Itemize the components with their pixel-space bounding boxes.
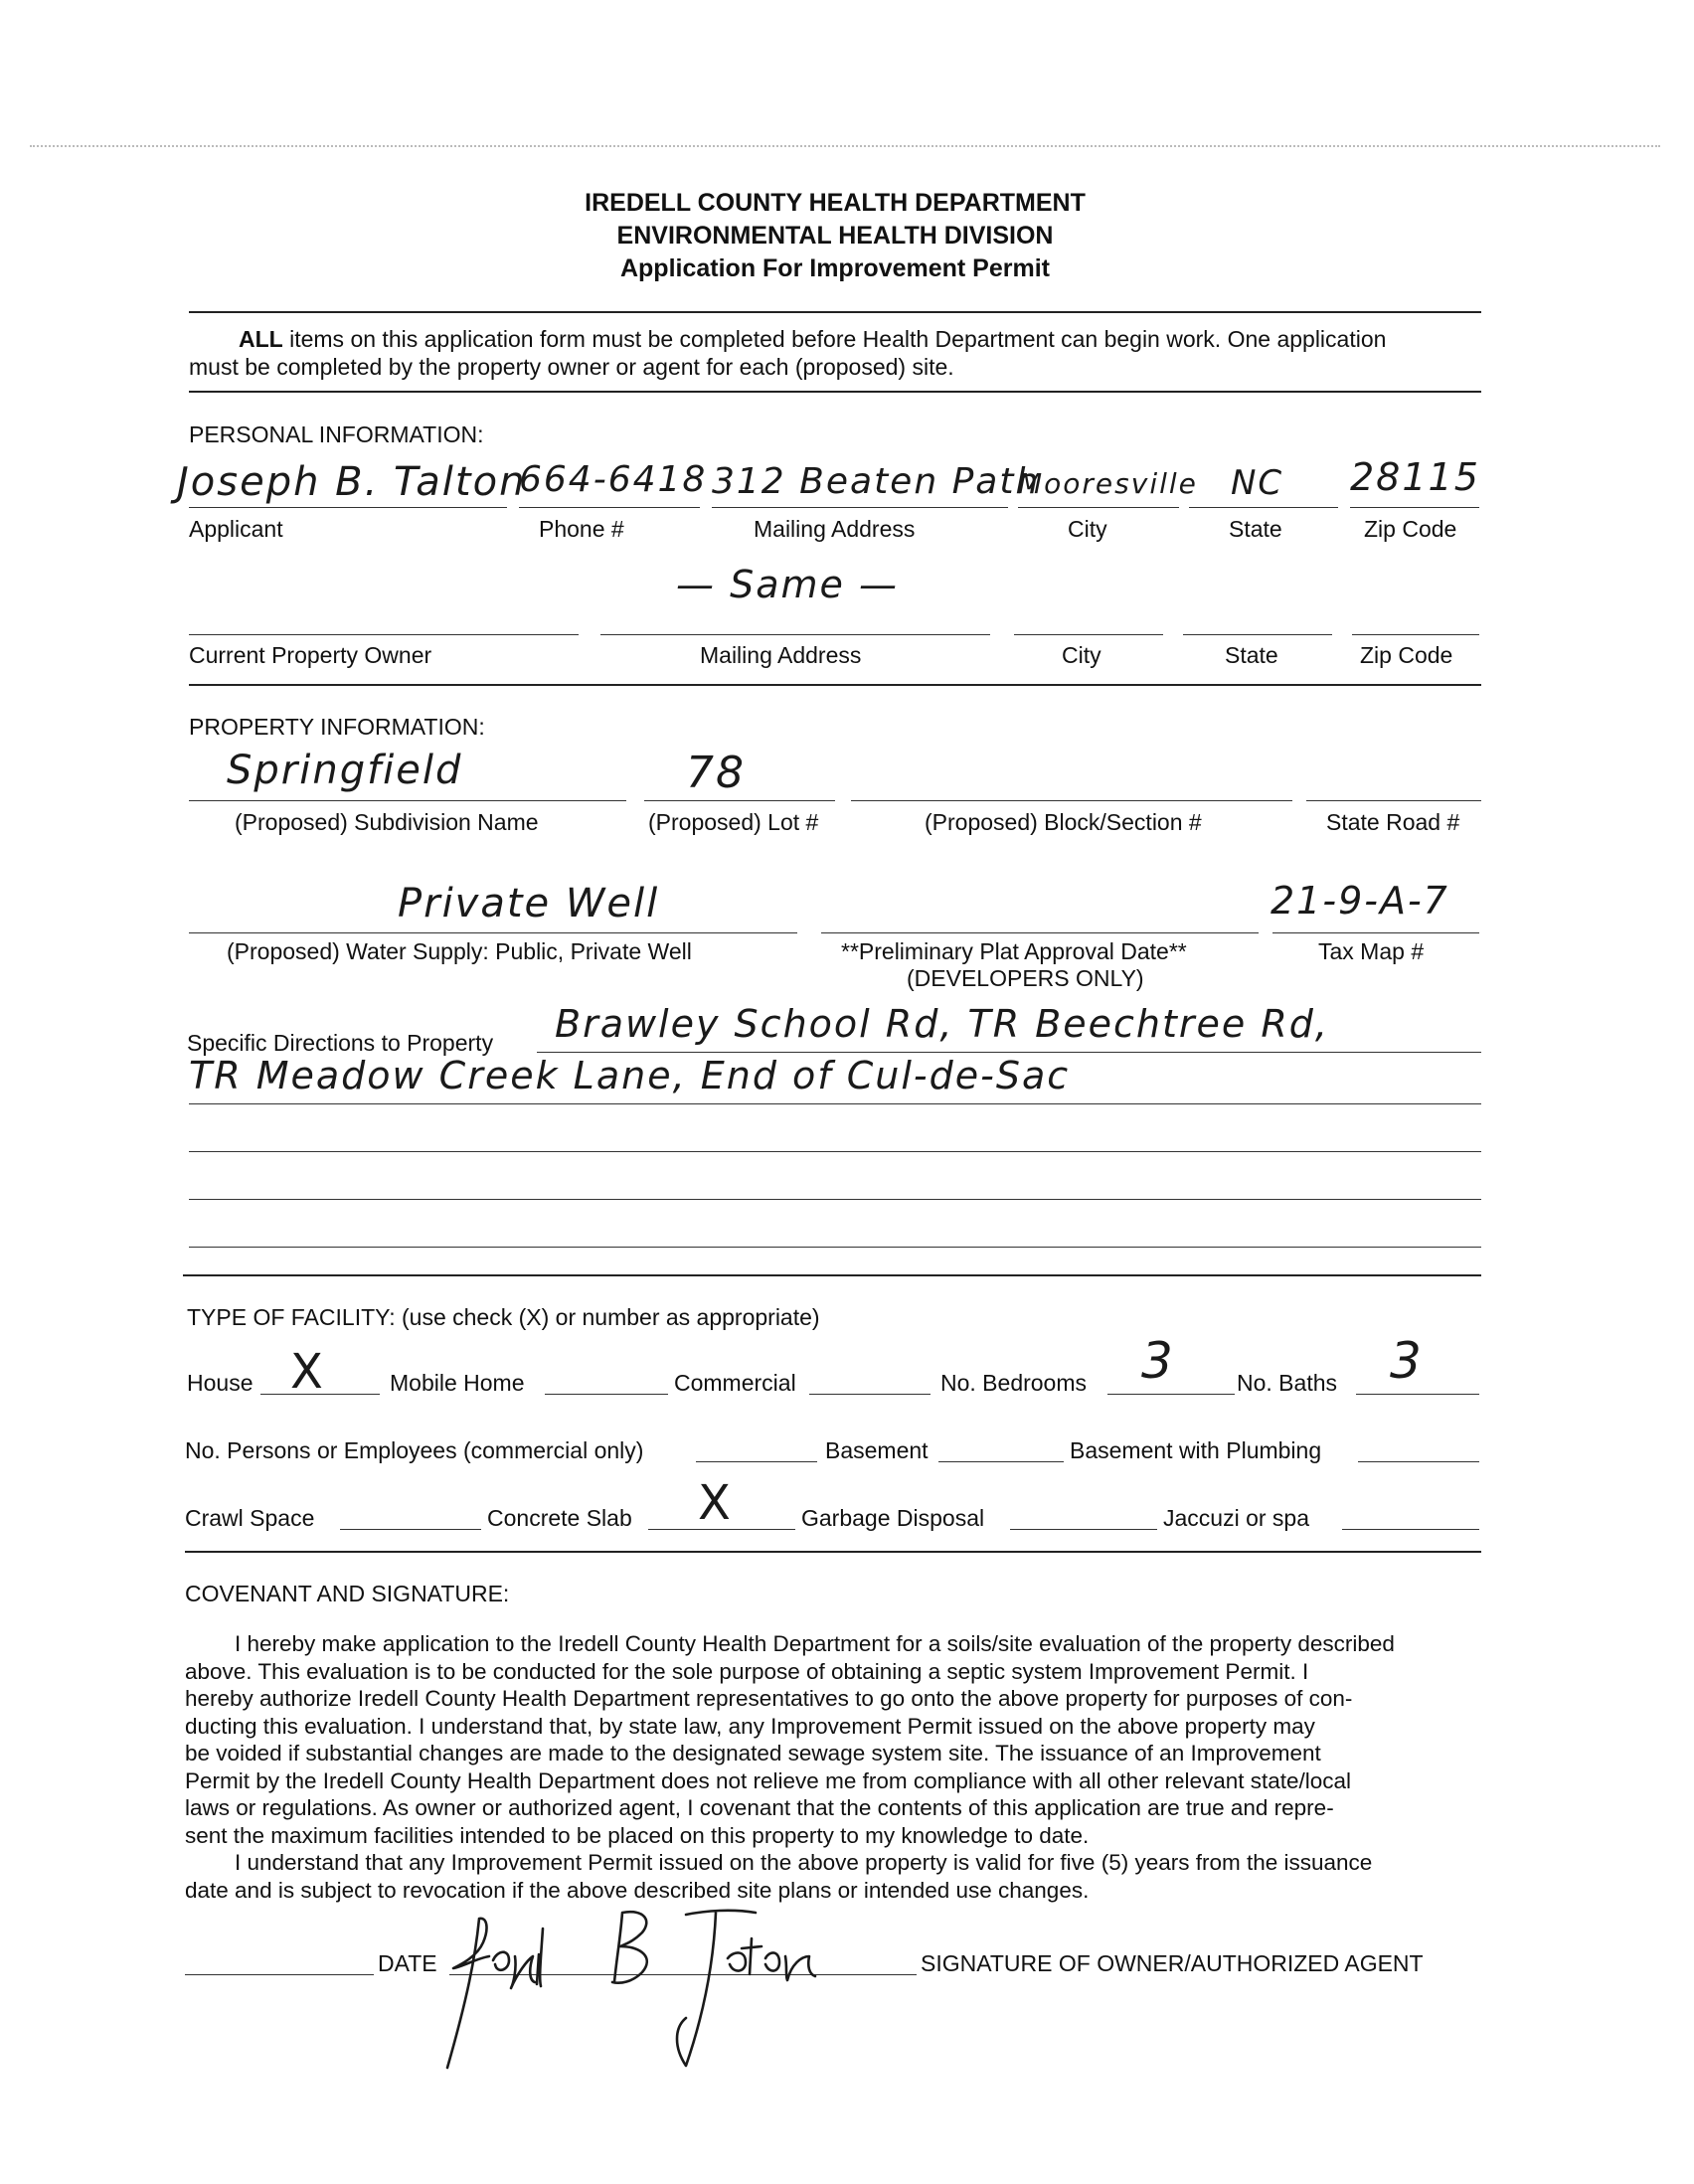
plat-label: **Preliminary Plat Approval Date**: [841, 938, 1187, 964]
signature-label: SIGNATURE OF OWNER/AUTHORIZED AGENT: [921, 1950, 1424, 1976]
lot-label: (Proposed) Lot #: [648, 809, 819, 835]
covenant-line: I hereby make application to the Iredell County Health Department for a soils/site evaluation of the property described: [235, 1631, 1395, 1656]
signature-initial: [612, 1912, 647, 1982]
owner-zip-label: Zip Code: [1360, 642, 1453, 668]
road-label: State Road #: [1326, 809, 1460, 835]
mobile-line: [545, 1394, 668, 1395]
water-line: [189, 932, 797, 933]
water-value[interactable]: Private Well: [398, 881, 660, 926]
covenant-line: hereby authorize Iredell County Health Department representatives to go onto the above property for purposes of con-: [185, 1686, 1353, 1711]
directions-rule-2: [189, 1103, 1481, 1104]
lot-line: [644, 800, 835, 801]
phone-label: Phone #: [539, 516, 624, 542]
property-heading: PROPERTY INFORMATION:: [189, 714, 485, 740]
state-line: [1189, 507, 1338, 508]
road-line: [1306, 800, 1481, 801]
owner-line: [189, 634, 579, 635]
owner-value[interactable]: — Same —: [676, 563, 899, 606]
owner-city-label: City: [1062, 642, 1101, 668]
taxmap-label: Tax Map #: [1318, 938, 1425, 964]
mobile-label: Mobile Home: [390, 1370, 525, 1396]
garbage-line: [1010, 1529, 1157, 1530]
zip-value[interactable]: 28115: [1350, 455, 1480, 499]
covenant-line: above. This evaluation is to be conducted for the sole purpose of obtaining a septic system Improvement Permit. I: [185, 1658, 1309, 1684]
garbage-label: Garbage Disposal: [801, 1505, 985, 1531]
covenant-line: Permit by the Iredell County Health Department does not relieve me from compliance with all other relevant state/local: [185, 1767, 1352, 1793]
basement-label: Basement: [825, 1437, 929, 1463]
covenant-line: ducting this evaluation. I understand that, by state law, any Improvement Permit issued on the above property may: [185, 1713, 1315, 1739]
owner-state-line: [1183, 634, 1332, 635]
block-label: (Proposed) Block/Section #: [925, 809, 1202, 835]
owner-address-label: Mailing Address: [700, 642, 862, 668]
subdivision-label: (Proposed) Subdivision Name: [235, 809, 539, 835]
city-label: City: [1068, 516, 1107, 542]
crawl-label: Crawl Space: [185, 1505, 315, 1531]
bedrooms-line: [1107, 1394, 1235, 1395]
directions-label: Specific Directions to Property: [187, 1030, 494, 1056]
baths-label: No. Baths: [1237, 1370, 1337, 1396]
owner-zip-line: [1352, 634, 1479, 635]
signature-first-name: [447, 1919, 543, 2068]
directions-rule-3: [189, 1151, 1481, 1152]
directions-line1[interactable]: Brawley School Rd, TR Beechtree Rd,: [555, 1002, 1329, 1046]
phone-line: [519, 507, 700, 508]
property-rule: [183, 1274, 1481, 1276]
phone-value[interactable]: 664-6418: [519, 459, 708, 500]
jacuzzi-label: Jaccuzi or spa: [1163, 1505, 1310, 1531]
header-department: IREDELL COUNTY HEALTH DEPARTMENT: [585, 189, 1086, 217]
subdivision-value[interactable]: Springfield: [227, 748, 463, 793]
subdivision-line: [189, 800, 626, 801]
facility-rule: [185, 1551, 1481, 1553]
header-division: ENVIRONMENTAL HEALTH DIVISION: [616, 222, 1054, 250]
facility-heading: TYPE OF FACILITY: (use check (X) or number as appropriate): [187, 1304, 820, 1330]
baths-line: [1356, 1394, 1479, 1395]
covenant-line: laws or regulations. As owner or authorized agent, I covenant that the contents of this application are true and repre-: [185, 1795, 1334, 1820]
covenant-line: be voided if substantial changes are made to the designated sewage system site. The issuance of an Improvement: [185, 1741, 1321, 1765]
persons-line: [696, 1461, 817, 1462]
owner-state-label: State: [1225, 642, 1278, 668]
header-rule: [189, 311, 1481, 313]
basement-plumbing-line: [1358, 1461, 1479, 1462]
zip-label: Zip Code: [1364, 516, 1457, 542]
covenant-line: date and is subject to revocation if the above described site plans or intended use changes.: [185, 1877, 1090, 1903]
plat-sublabel: (DEVELOPERS ONLY): [907, 965, 1144, 991]
applicant-label: Applicant: [189, 516, 283, 542]
zip-line: [1350, 507, 1479, 508]
owner-city-line: [1014, 634, 1163, 635]
owner-address-line: [600, 634, 990, 635]
state-value[interactable]: NC: [1231, 463, 1284, 503]
signature-last-name: [677, 1911, 815, 2066]
directions-line2[interactable]: TR Meadow Creek Lane, End of Cul-de-Sac: [189, 1054, 1071, 1097]
bedrooms-value[interactable]: 3: [1141, 1332, 1175, 1390]
covenant-paragraph-1: [185, 1630, 1481, 1904]
scan-edge-dots: [30, 145, 1660, 147]
applicant-line: [189, 507, 507, 508]
intro-line1: [239, 326, 1386, 353]
lot-value[interactable]: 78: [686, 748, 746, 798]
water-label: (Proposed) Water Supply: Public, Private Well: [227, 938, 692, 964]
commercial-line: [809, 1394, 931, 1395]
city-value[interactable]: Mooresville: [1018, 467, 1198, 500]
block-line: [851, 800, 1292, 801]
basement-plumbing-label: Basement with Plumbing: [1070, 1437, 1322, 1463]
address-value[interactable]: 312 Beaten Path: [712, 461, 1041, 502]
address-line: [712, 507, 1008, 508]
persons-label: No. Persons or Employees (commercial only): [185, 1437, 644, 1463]
baths-value[interactable]: 3: [1390, 1332, 1424, 1390]
personal-heading: PERSONAL INFORMATION:: [189, 421, 484, 447]
signature-image: [418, 1899, 835, 2078]
taxmap-line: [1272, 932, 1479, 933]
directions-rule-4: [189, 1199, 1481, 1200]
date-line: [185, 1974, 374, 1975]
header-form-title: Application For Improvement Permit: [619, 254, 1050, 282]
city-line: [1018, 507, 1179, 508]
covenant-line: sent the maximum facilities intended to be placed on this property to my knowledge to date.: [185, 1822, 1090, 1848]
address-label: Mailing Address: [754, 516, 916, 542]
bedrooms-label: No. Bedrooms: [940, 1370, 1088, 1396]
house-value[interactable]: X: [290, 1344, 325, 1400]
commercial-label: Commercial: [674, 1370, 796, 1396]
intro-rest: items on this application form must be completed before Health Department can begin work. One application: [282, 326, 1387, 352]
crawl-line: [340, 1529, 481, 1530]
date-label: DATE: [378, 1950, 437, 1976]
applicant-value[interactable]: Joseph B. Talton: [177, 459, 527, 505]
house-label: House: [187, 1370, 254, 1396]
basement-line: [938, 1461, 1064, 1462]
covenant-line: I understand that any Improvement Permit issued on the above property is valid for five (5) years from the issuance: [235, 1850, 1373, 1875]
personal-rule: [189, 684, 1481, 686]
intro-bold: ALL: [239, 326, 283, 352]
intro-rule: [189, 391, 1481, 393]
slab-label: Concrete Slab: [487, 1505, 632, 1531]
directions-rule-5: [189, 1247, 1481, 1248]
covenant-heading: COVENANT AND SIGNATURE:: [185, 1581, 510, 1606]
state-label: State: [1229, 516, 1282, 542]
plat-line: [821, 932, 1259, 933]
slab-value[interactable]: X: [698, 1475, 733, 1531]
directions-line1-rule: [537, 1052, 1481, 1053]
owner-label: Current Property Owner: [189, 642, 432, 668]
intro-line2: must be completed by the property owner or agent for each (proposed) site.: [189, 354, 954, 380]
jacuzzi-line: [1342, 1529, 1479, 1530]
taxmap-value[interactable]: 21-9-A-7: [1270, 879, 1449, 923]
